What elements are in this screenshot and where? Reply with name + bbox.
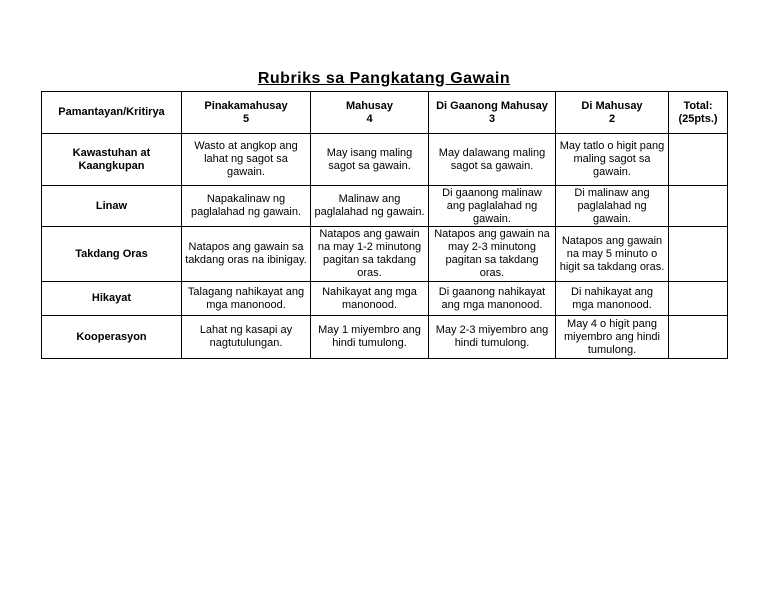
rubric-cell: May 1 miyembro ang hindi tumulong. bbox=[311, 316, 429, 359]
rubric-cell: May 2-3 miyembro ang hindi tumulong. bbox=[429, 316, 556, 359]
rubric-cell: Wasto at angkop ang lahat ng sagot sa gawain. bbox=[182, 134, 311, 186]
rubric-cell: Lahat ng kasapi ay nagtutulungan. bbox=[182, 316, 311, 359]
header-level-label: Mahusay bbox=[345, 99, 394, 112]
header-level-5 bbox=[182, 92, 311, 134]
header-level-label: Pinakamahusay bbox=[204, 99, 288, 112]
table-row bbox=[42, 186, 728, 227]
header-level-points: 5 bbox=[242, 112, 250, 125]
table-row bbox=[42, 316, 728, 359]
rubric-table bbox=[41, 91, 728, 359]
header-level-points: 3 bbox=[488, 112, 496, 125]
header-level-3 bbox=[429, 92, 556, 134]
rubric-cell: Di gaanong malinaw ang paglalahad ng gawain. bbox=[429, 186, 556, 227]
header-level-4 bbox=[311, 92, 429, 134]
rubric-cell: May dalawang maling sagot sa gawain. bbox=[429, 134, 556, 186]
rubric-cell: May isang maling sagot sa gawain. bbox=[311, 134, 429, 186]
header-level-label: Di Gaanong Mahusay bbox=[436, 99, 548, 112]
header-row bbox=[42, 92, 728, 134]
header-level-2 bbox=[556, 92, 669, 134]
header-criteria: Pamantayan/Kritirya bbox=[42, 92, 182, 134]
rubric-cell: Di malinaw ang paglalahad ng gawain. bbox=[556, 186, 669, 227]
rubric-cell: Natapos ang gawain na may 2-3 minutong pagitan sa takdang oras. bbox=[429, 227, 556, 282]
rubric-cell: Talagang nahikayat ang mga manonood. bbox=[182, 282, 311, 316]
rubric-cell: Malinaw ang paglalahad ng gawain. bbox=[311, 186, 429, 227]
rubric-cell: Natapos ang gawain na may 5 minuto o higit sa takdang oras. bbox=[556, 227, 669, 282]
header-total: Total: (25pts.) bbox=[669, 92, 728, 134]
table-row bbox=[42, 134, 728, 186]
table-row bbox=[42, 282, 728, 316]
header-level-points: 2 bbox=[608, 112, 616, 125]
header-level-label: Di Mahusay bbox=[581, 99, 643, 112]
criterion-cell: Hikayat bbox=[42, 282, 182, 316]
total-cell bbox=[669, 186, 728, 227]
table-row bbox=[42, 227, 728, 282]
total-cell bbox=[669, 316, 728, 359]
rubric-cell: Napakalinaw ng paglalahad ng gawain. bbox=[182, 186, 311, 227]
header-level-points: 4 bbox=[366, 112, 373, 125]
total-cell bbox=[669, 282, 728, 316]
criterion-cell: Kooperasyon bbox=[42, 316, 182, 359]
rubric-cell: May tatlo o higit pang maling sagot sa gawain. bbox=[556, 134, 669, 186]
criterion-cell: Takdang Oras bbox=[42, 227, 182, 282]
criterion-cell: Kawastuhan at Kaangkupan bbox=[42, 134, 182, 186]
total-cell bbox=[669, 134, 728, 186]
criterion-cell: Linaw bbox=[42, 186, 182, 227]
rubric-cell: Di nahikayat ang mga manonood. bbox=[556, 282, 669, 316]
rubric-cell: Di gaanong nahikayat ang mga manonood. bbox=[429, 282, 556, 316]
page-title: Rubriks sa Pangkatang Gawain bbox=[257, 70, 511, 87]
total-cell bbox=[669, 227, 728, 282]
rubric-cell: Natapos ang gawain na may 1-2 minutong pagitan sa takdang oras. bbox=[311, 227, 429, 282]
rubric-cell: Nahikayat ang mga manonood. bbox=[311, 282, 429, 316]
rubric-cell: May 4 o higit pang miyembro ang hindi tumulong. bbox=[556, 316, 669, 359]
rubric-cell: Natapos ang gawain sa takdang oras na ibinigay. bbox=[182, 227, 311, 282]
